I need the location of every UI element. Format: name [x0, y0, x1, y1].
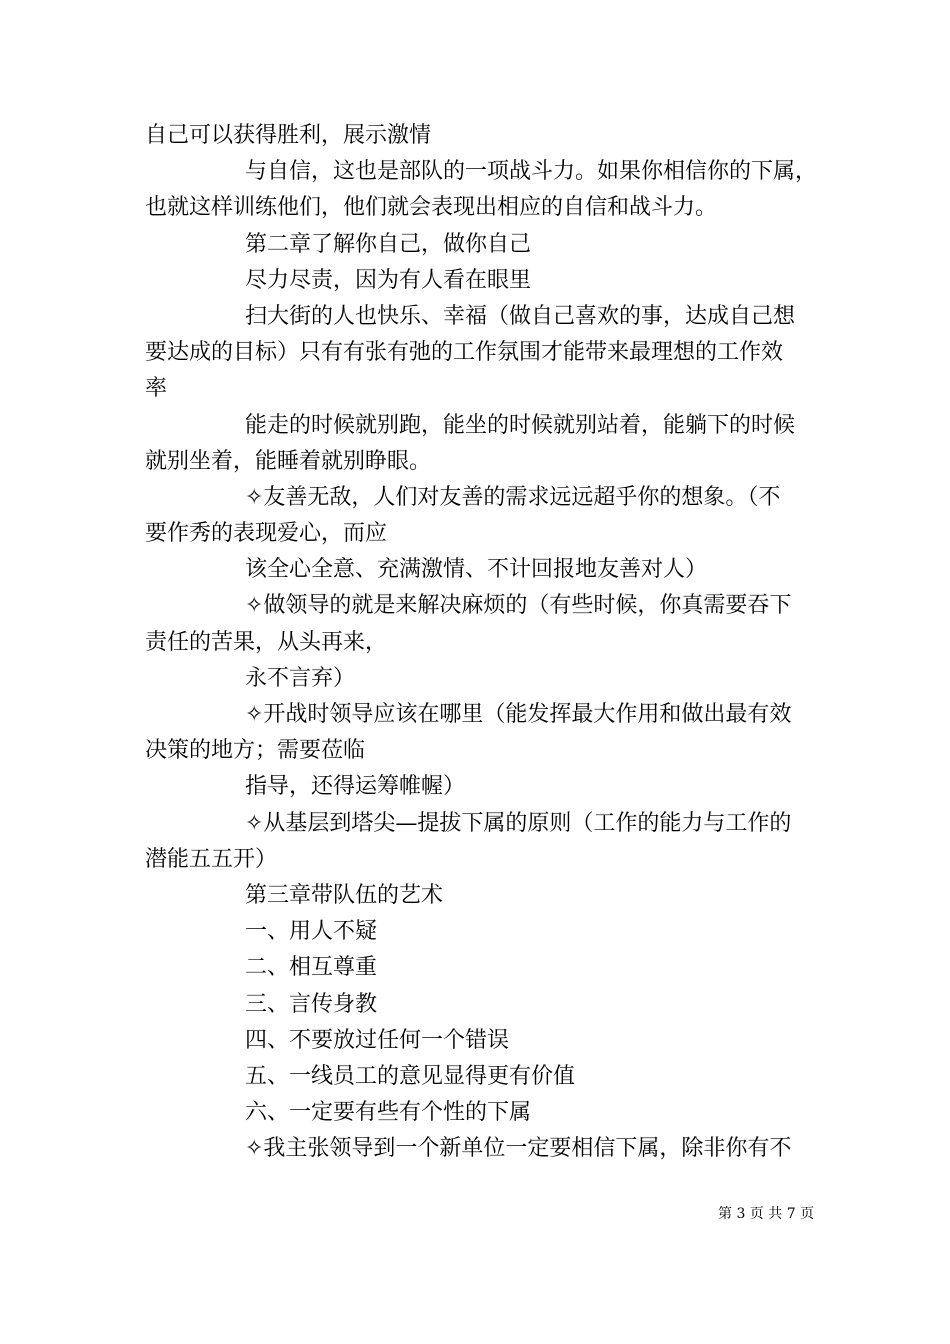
text-line: 也就这样训练他们，他们就会表现出相应的自信和战斗力。 [145, 195, 718, 221]
body-text [145, 118, 818, 1167]
text-line: 责任的苦果，从头再来， [145, 629, 388, 655]
page-number-footer: 第 3 页 共 7 页 [718, 1206, 815, 1222]
text-line: 与自信，这也是部队的一项战斗力。如果你相信你的下属， [245, 159, 818, 185]
bullet-line: ✧友善无敌，人们对友善的需求远远超乎你的想象。（不 [245, 484, 781, 510]
text-line: 率 [145, 376, 168, 402]
list-item: 四、不要放过任何一个错误 [245, 1027, 510, 1053]
text-line: 能走的时候就别跑，能坐的时候就别站着，能躺下的时候 [245, 412, 796, 438]
text-line: 自己可以获得胜利，展示激情 [145, 123, 432, 148]
text-line: 要作秀的表现爱心，而应 [145, 521, 388, 547]
text-line: 尽力尽责，因为有人看在眼里 [245, 267, 532, 293]
text-line: 决策的地方；需要莅临 [145, 738, 366, 764]
text-line: 潜能五五开） [145, 846, 278, 872]
bullet-line: ✧开战时领导应该在哪里（能发挥最大作用和做出最有效 [245, 702, 792, 727]
text-line: 永不言弃） [245, 665, 356, 691]
text-line: 指导，还得运筹帷幄） [245, 774, 466, 800]
list-item: 一、用人不疑 [245, 919, 378, 945]
list-item: 三、言传身教 [245, 991, 378, 1017]
text-line: 该全心全意、充满激情、不计回报地友善对人） [245, 557, 708, 583]
chapter-heading: 第二章了解你自己，做你自己 [245, 231, 532, 257]
text-line: 扫大街的人也快乐、幸福（做自己喜欢的事，达成自己想 [245, 303, 796, 329]
bullet-line: ✧做领导的就是来解决麻烦的（有些时候，你真需要吞下 [245, 593, 792, 619]
bullet-line: ✧从基层到塔尖—提拔下属的原则（工作的能力与工作的 [245, 810, 792, 836]
text-line: 就别坐着，能睡着就别睁眼。 [145, 448, 432, 474]
bullet-line: ✧我主张领导到一个新单位一定要相信下属，除非你有不 [245, 1136, 792, 1162]
list-item: 五、一线员工的意见显得更有价值 [245, 1063, 576, 1089]
chapter-heading: 第三章带队伍的艺术 [245, 882, 444, 908]
text-line: 要达成的目标）只有有张有弛的工作氛围才能带来最理想的工作效 [145, 340, 784, 366]
list-item: 二、相互尊重 [245, 955, 378, 981]
list-item: 六、一定要有些有个性的下属 [245, 1100, 532, 1126]
